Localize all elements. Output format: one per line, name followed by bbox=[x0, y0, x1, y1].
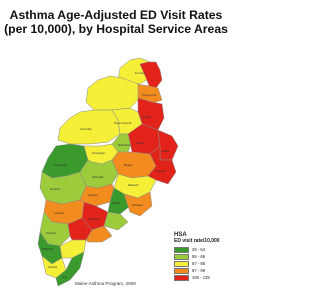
legend-swatch bbox=[174, 254, 189, 260]
region-label: Belfast bbox=[112, 202, 120, 205]
region-greenville bbox=[58, 110, 120, 144]
region-label: Dover-Foxcroft bbox=[114, 122, 132, 125]
legend-item bbox=[174, 246, 232, 253]
region-label: Fort Kent bbox=[135, 72, 146, 75]
region-label: Lewiston bbox=[54, 212, 65, 215]
legend-item bbox=[174, 274, 232, 281]
region-waterville bbox=[80, 160, 118, 188]
legend-label: 100 - 139 bbox=[192, 275, 210, 280]
region-label: Greenville bbox=[80, 128, 92, 131]
legend-subtitle: ED visit rate/10,000 bbox=[174, 238, 220, 244]
region-label: Rockland bbox=[132, 204, 143, 207]
legend-swatch bbox=[174, 268, 189, 274]
legend-item bbox=[174, 253, 232, 260]
region-label: Calais bbox=[162, 150, 170, 153]
region-label: Waterville bbox=[92, 176, 104, 179]
region-label: Ellsworth bbox=[128, 184, 139, 187]
region-label: Millinocket bbox=[118, 144, 131, 147]
source-credit: Maine Asthma Program, 2009 bbox=[75, 281, 136, 286]
region-label: Houlton bbox=[142, 116, 151, 119]
region-label: Bangor bbox=[124, 164, 133, 167]
region-label: Farmington bbox=[92, 152, 106, 155]
legend-swatch bbox=[174, 275, 189, 281]
region-label: Presque Isle bbox=[142, 94, 157, 97]
title-line-1: Asthma Age-Adjusted ED Visit Rates bbox=[9, 8, 223, 22]
legend-swatch bbox=[174, 247, 189, 253]
region-label: Portland bbox=[46, 232, 56, 235]
region-label: Sanford bbox=[48, 266, 58, 269]
region-damariscotta bbox=[104, 212, 128, 230]
legend-item bbox=[174, 267, 232, 274]
map-legend bbox=[174, 232, 232, 281]
legend-label: 87 - 99 bbox=[192, 268, 206, 273]
legend-title: HSA bbox=[174, 232, 187, 238]
region-northwest bbox=[86, 76, 138, 110]
region-label: Biddeford bbox=[42, 248, 54, 251]
legend-label: 67 - 86 bbox=[192, 261, 206, 266]
region-label: Skowhegan bbox=[54, 164, 68, 167]
region-rumford bbox=[40, 172, 86, 204]
region-label: Brunswick bbox=[88, 218, 100, 221]
legend-item bbox=[174, 260, 232, 267]
legend-swatch bbox=[174, 261, 189, 267]
region-label: Augusta bbox=[88, 194, 98, 197]
legend-label: 55 - 66 bbox=[192, 254, 206, 259]
title-line-2: (per 10,000), by Hospital Service Areas bbox=[4, 22, 228, 36]
legend-label: 26 - 54 bbox=[192, 247, 206, 252]
region-label: York bbox=[62, 276, 68, 279]
region-calais bbox=[158, 130, 178, 160]
region-label: Machias bbox=[156, 170, 166, 173]
region-label: Lincoln bbox=[136, 142, 145, 145]
region-label: Rumford bbox=[50, 188, 60, 191]
